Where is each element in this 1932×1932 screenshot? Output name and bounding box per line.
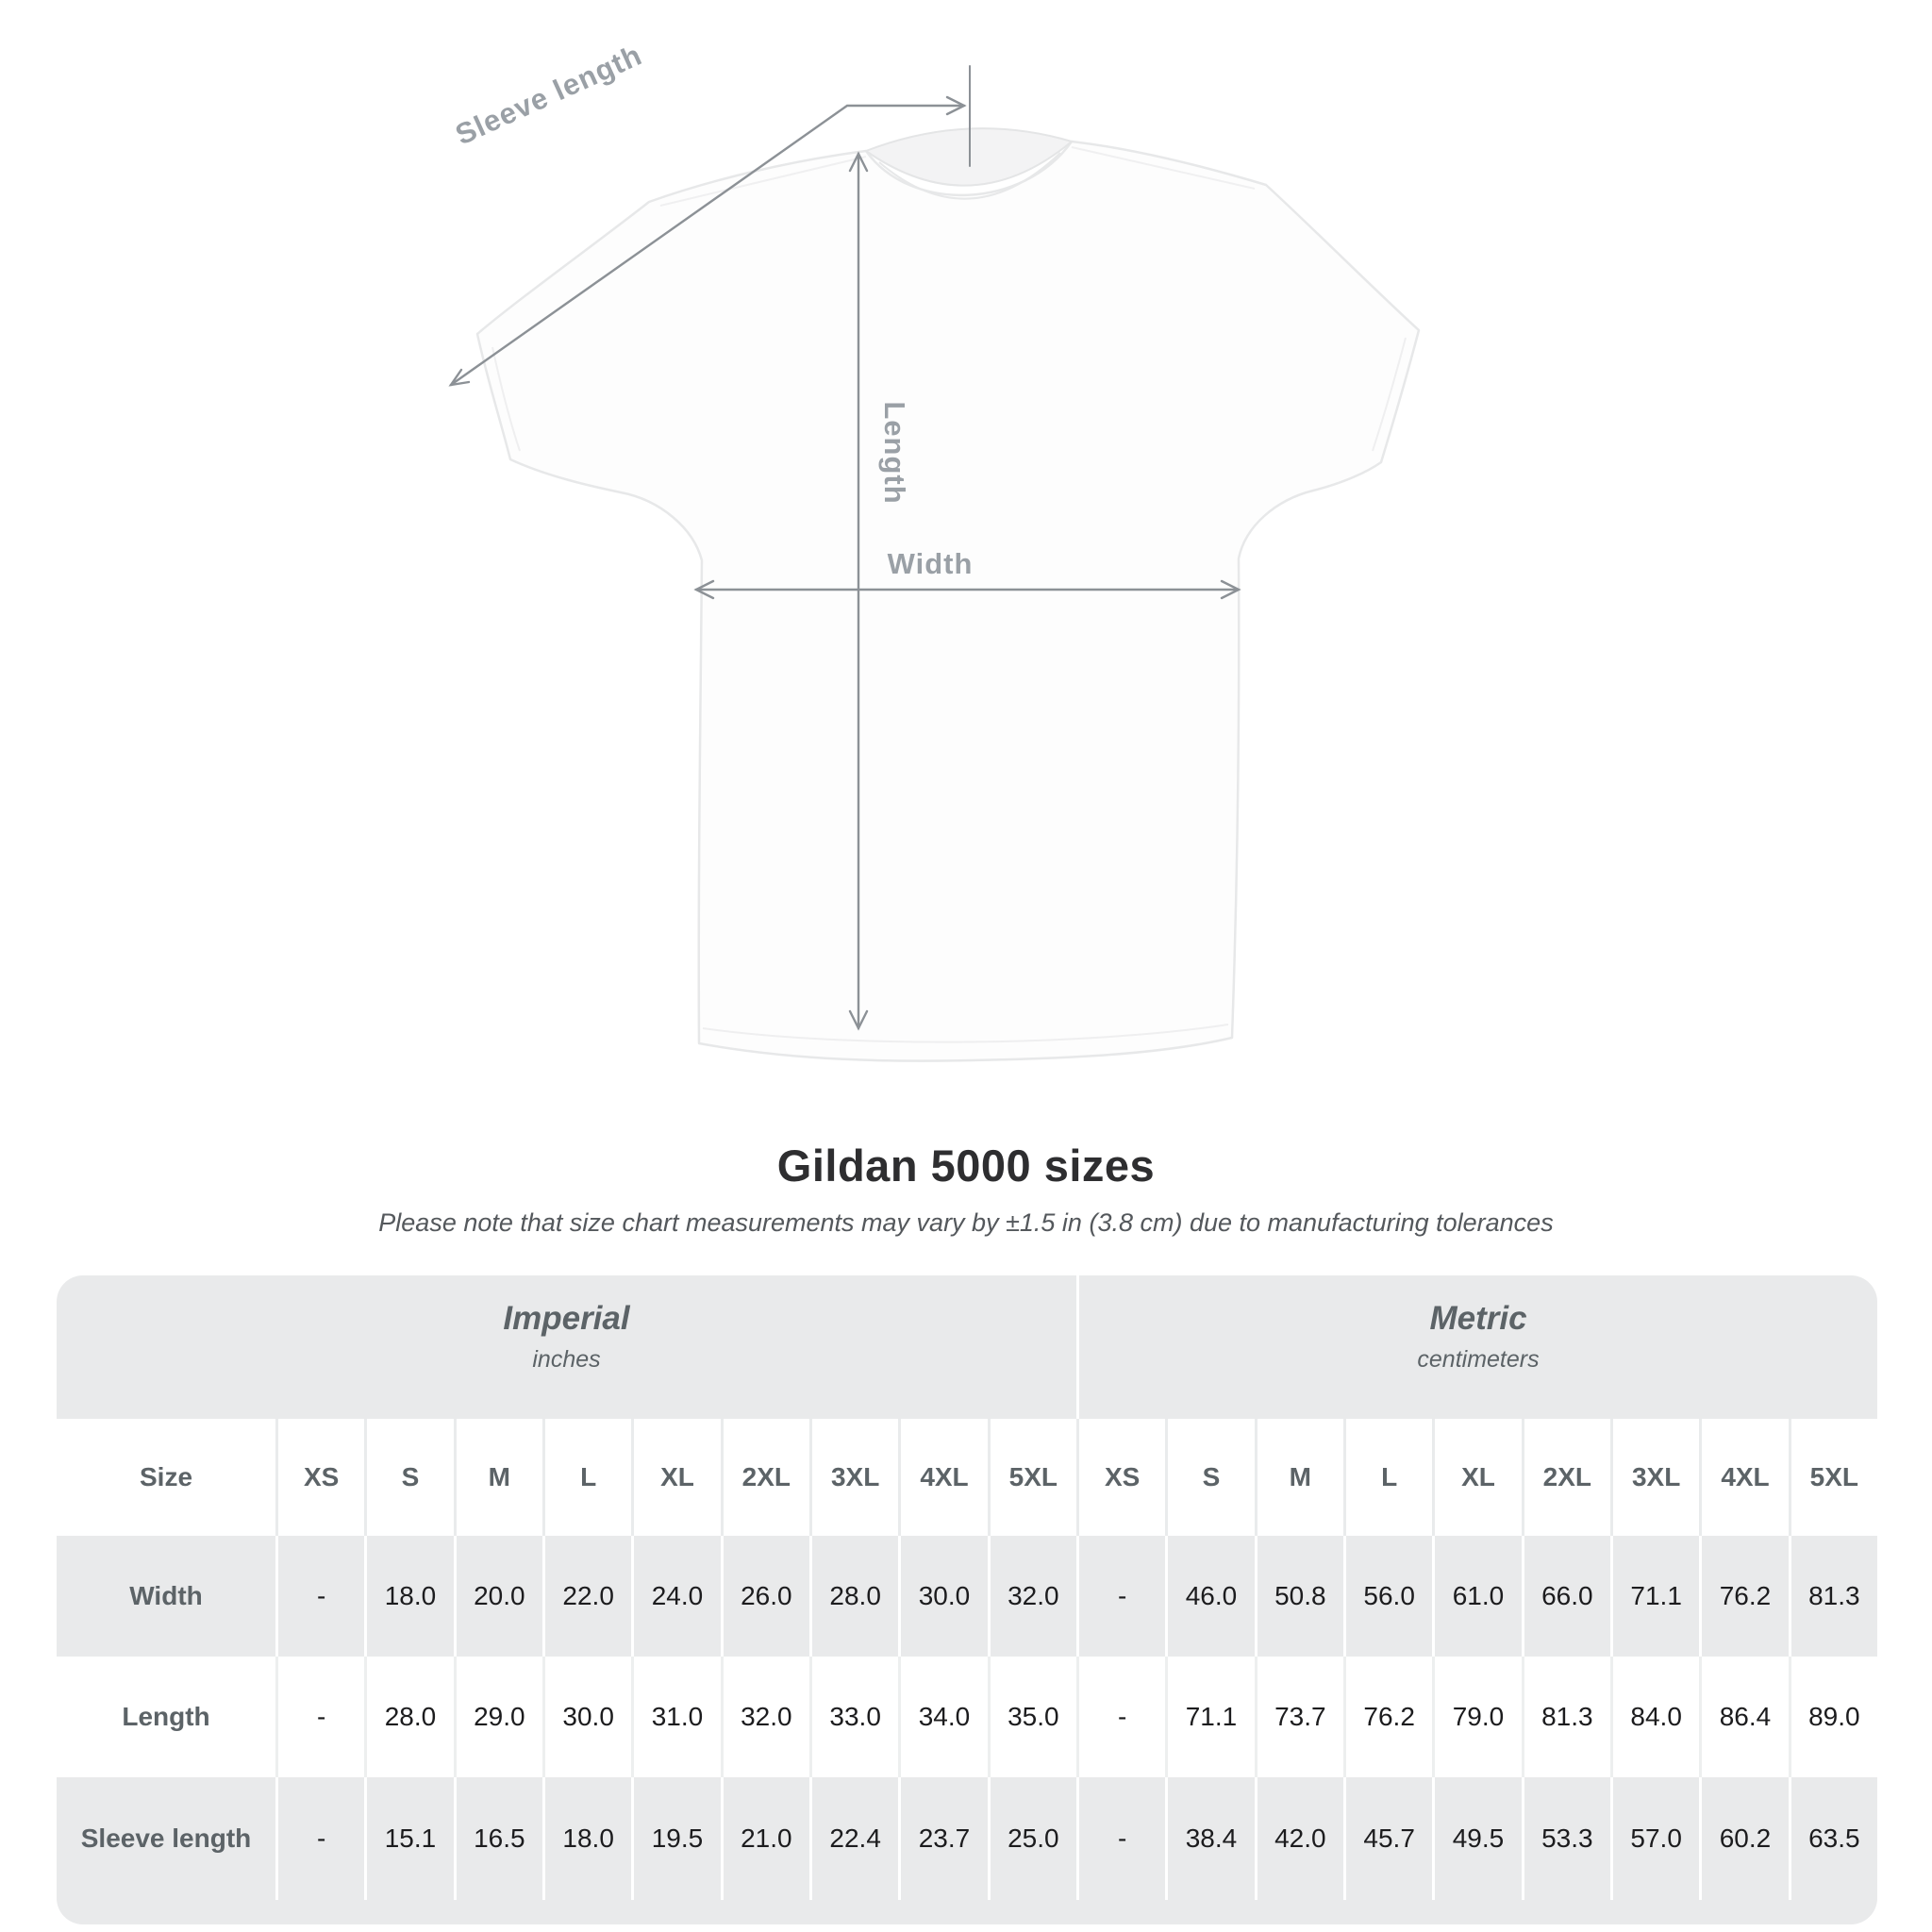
length-value-cell: - bbox=[1076, 1657, 1165, 1777]
tshirt-graphic bbox=[477, 128, 1419, 1060]
length-value-cell: 84.0 bbox=[1610, 1657, 1699, 1777]
sleeve-length-value-cell: 42.0 bbox=[1255, 1777, 1343, 1900]
length-value-cell: 73.7 bbox=[1255, 1657, 1343, 1777]
size-header-cell: 2XL bbox=[1522, 1419, 1610, 1536]
row-label-length: Length bbox=[122, 1702, 210, 1731]
length-value-cell: 86.4 bbox=[1699, 1657, 1788, 1777]
row-label-width: Width bbox=[129, 1581, 203, 1610]
sleeve-length-value-cell: 23.7 bbox=[898, 1777, 987, 1900]
metric-header bbox=[1076, 1275, 1877, 1419]
imperial-header bbox=[57, 1275, 1076, 1419]
width-value-cell: 30.0 bbox=[898, 1536, 987, 1657]
width-value-cell: - bbox=[1076, 1536, 1165, 1657]
length-value-cell: 29.0 bbox=[454, 1657, 542, 1777]
width-value-cell: 46.0 bbox=[1165, 1536, 1254, 1657]
size-header-cell: M bbox=[454, 1419, 542, 1536]
width-value-cell: 28.0 bbox=[809, 1536, 898, 1657]
length-value-cell: 34.0 bbox=[898, 1657, 987, 1777]
width-value-cell: - bbox=[275, 1536, 364, 1657]
unit-header-band bbox=[57, 1275, 1877, 1419]
sleeve-length-value-cell: 16.5 bbox=[454, 1777, 542, 1900]
width-value-cell: 81.3 bbox=[1789, 1536, 1877, 1657]
width-value-cell: 22.0 bbox=[542, 1536, 631, 1657]
width-value-cell: 18.0 bbox=[364, 1536, 453, 1657]
size-header-cell: L bbox=[1343, 1419, 1432, 1536]
width-value-cell: 50.8 bbox=[1255, 1536, 1343, 1657]
size-header-cell: XL bbox=[631, 1419, 720, 1536]
length-value-cell: 30.0 bbox=[542, 1657, 631, 1777]
sleeve-length-value-cell: 45.7 bbox=[1343, 1777, 1432, 1900]
width-dim-label: Width bbox=[887, 547, 974, 580]
size-header-cell: 4XL bbox=[898, 1419, 987, 1536]
width-value-cell: 32.0 bbox=[988, 1536, 1076, 1657]
sleeve-length-value-cell: 25.0 bbox=[988, 1777, 1076, 1900]
imperial-label: Imperial bbox=[503, 1300, 630, 1337]
length-value-cell: 32.0 bbox=[721, 1657, 809, 1777]
size-header-cell: M bbox=[1255, 1419, 1343, 1536]
size-header-cell: 3XL bbox=[1610, 1419, 1699, 1536]
size-header-cell: 5XL bbox=[1789, 1419, 1877, 1536]
sleeve-length-value-cell: 49.5 bbox=[1432, 1777, 1521, 1900]
sleeve-length-value-cell: 53.3 bbox=[1522, 1777, 1610, 1900]
row-label-sleeve-length: Sleeve length bbox=[80, 1824, 252, 1853]
length-value-cell: 89.0 bbox=[1789, 1657, 1877, 1777]
length-value-cell: 33.0 bbox=[809, 1657, 898, 1777]
sleeve-length-value-cell: 18.0 bbox=[542, 1777, 631, 1900]
size-header-cell: L bbox=[542, 1419, 631, 1536]
size-header-cell: 5XL bbox=[988, 1419, 1076, 1536]
size-table bbox=[57, 1275, 1877, 1924]
width-value-cell: 24.0 bbox=[631, 1536, 720, 1657]
size-header-cell: 3XL bbox=[809, 1419, 898, 1536]
width-value-cell: 26.0 bbox=[721, 1536, 809, 1657]
length-value-cell: 81.3 bbox=[1522, 1657, 1610, 1777]
size-header-row bbox=[57, 1419, 1877, 1536]
length-value-cell: 71.1 bbox=[1165, 1657, 1254, 1777]
tshirt-body bbox=[477, 142, 1419, 1061]
length-value-cell: 35.0 bbox=[988, 1657, 1076, 1777]
width-value-cell: 66.0 bbox=[1522, 1536, 1610, 1657]
sleeve-length-value-cell: 63.5 bbox=[1789, 1777, 1877, 1900]
sleeve-length-dim-label: Sleeve length bbox=[450, 38, 647, 152]
width-value-cell: 20.0 bbox=[454, 1536, 542, 1657]
size-header-cell: S bbox=[364, 1419, 453, 1536]
length-row bbox=[57, 1657, 1877, 1777]
width-value-cell: 61.0 bbox=[1432, 1536, 1521, 1657]
size-header-cell: 2XL bbox=[721, 1419, 809, 1536]
length-value-cell: - bbox=[275, 1657, 364, 1777]
size-column-header: Size bbox=[139, 1462, 193, 1491]
imperial-unit-label: inches bbox=[532, 1346, 601, 1373]
length-value-cell: 79.0 bbox=[1432, 1657, 1521, 1777]
size-tolerance-note: Please note that size chart measurements may vary by ±1.5 in (3.8 cm) due to manufacturing tolerances bbox=[378, 1208, 1554, 1237]
sleeve-length-value-cell: 15.1 bbox=[364, 1777, 453, 1900]
length-value-cell: 31.0 bbox=[631, 1657, 720, 1777]
size-header-cell: 4XL bbox=[1699, 1419, 1788, 1536]
metric-unit-label: centimeters bbox=[1417, 1346, 1540, 1373]
sleeve-length-value-cell: 19.5 bbox=[631, 1777, 720, 1900]
sleeve-length-value-cell: 38.4 bbox=[1165, 1777, 1254, 1900]
sleeve-length-row bbox=[57, 1777, 1877, 1924]
width-row bbox=[57, 1536, 1877, 1657]
sleeve-length-value-cell: - bbox=[1076, 1777, 1165, 1900]
metric-label: Metric bbox=[1429, 1300, 1527, 1337]
sleeve-length-value-cell: 57.0 bbox=[1610, 1777, 1699, 1900]
length-dim-label: Length bbox=[878, 401, 911, 505]
size-header-cell: XS bbox=[275, 1419, 364, 1536]
size-header-cell: XL bbox=[1432, 1419, 1521, 1536]
size-header-cell: S bbox=[1165, 1419, 1254, 1536]
page-title: Gildan 5000 sizes bbox=[776, 1141, 1156, 1191]
sleeve-length-value-cell: 60.2 bbox=[1699, 1777, 1788, 1900]
sleeve-length-value-cell: 21.0 bbox=[721, 1777, 809, 1900]
width-value-cell: 56.0 bbox=[1343, 1536, 1432, 1657]
width-value-cell: 71.1 bbox=[1610, 1536, 1699, 1657]
size-header-cell: XS bbox=[1076, 1419, 1165, 1536]
sleeve-length-value-cell: 22.4 bbox=[809, 1777, 898, 1900]
width-value-cell: 76.2 bbox=[1699, 1536, 1788, 1657]
length-value-cell: 28.0 bbox=[364, 1657, 453, 1777]
length-value-cell: 76.2 bbox=[1343, 1657, 1432, 1777]
sleeve-length-value-cell: - bbox=[275, 1777, 364, 1900]
